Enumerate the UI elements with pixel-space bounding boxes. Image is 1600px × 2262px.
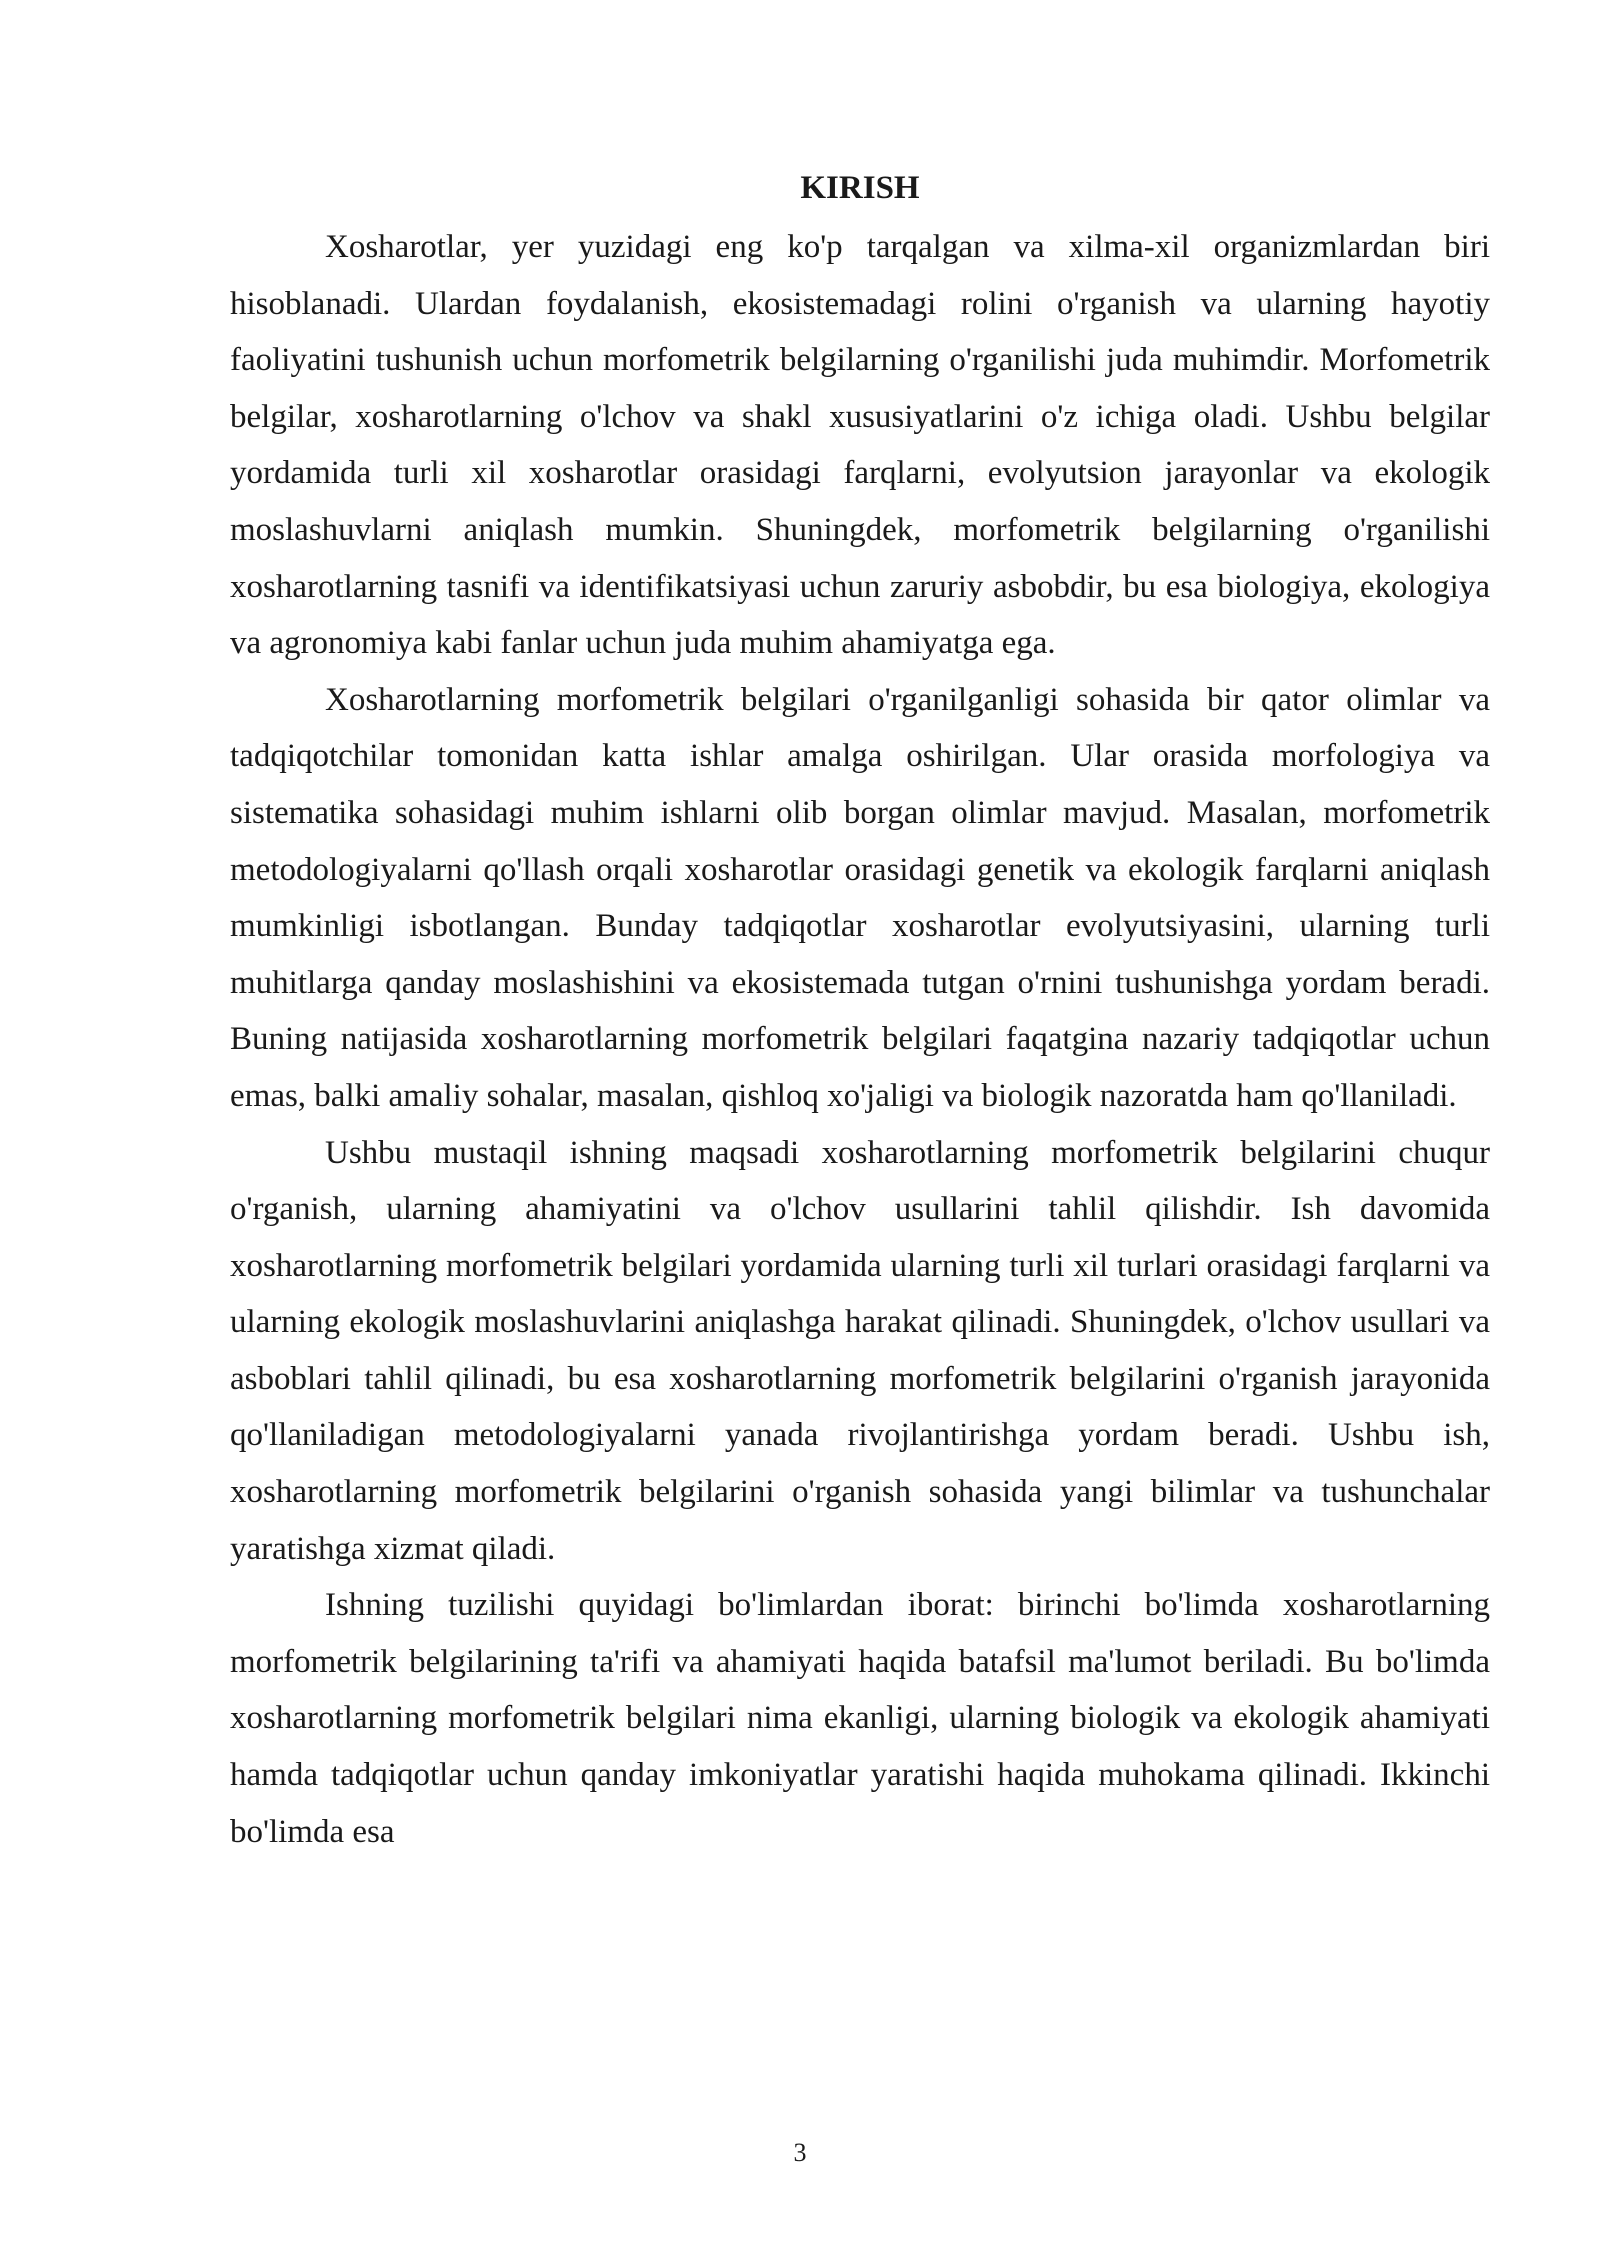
document-page <box>230 160 1490 1860</box>
page-number: 3 <box>793 2138 807 2167</box>
paragraph-work-structure: Ishning tuzilishi quyidagi bo'limlardan iborat: birinchi bo'limda xosharotlarning morfometrik belgilarining ta'rifi va ahamiyati haqida batafsil ma'lumot beriladi. Bu bo'limda xosharotlarning morfometrik belgilari nima ekanligi, ularning biologik va ekologik ahamiyati hamda tadqiqotlar uchun qanday imkoniyatlar yaratishi haqida muhokama qilinadi. Ikkinchi bo'limda esa <box>230 1587 1490 1850</box>
paragraph-research-history: Xosharotlarning morfometrik belgilari o'rganilganligi sohasida bir qator olimlar va tadqiqotchilar tomonidan katta ishlar amalga oshirilgan. Ular orasida morfologiya va sistematika sohasidagi muhim ishlarni olib borgan olimlar mavjud. Masalan, morfometrik metodologiyalarni qo'llash orqali xosharotlar orasidagi genetik va ekologik farqlarni aniqlash mumkinligi isbotlangan. Bunday tadqiqotlar xosharotlar evolyutsiyasini, ularning turli muhitlarga qanday moslashishini va ekosistemada tutgan o'rnini tushunishga yordam beradi. Buning natijasida xosharotlarning morfometrik belgilari faqatgina nazariy tadqiqotlar uchun emas, balki amaliy sohalar, masalan, qishloq xo'jaligi va biologik nazoratda ham qo'llaniladi. <box>230 681 1490 1114</box>
paragraph-work-goal: Ushbu mustaqil ishning maqsadi xosharotlarning morfometrik belgilarini chuqur o'rganish, ularning ahamiyatini va o'lchov usullarini tahlil qilishdir. Ish davomida xosharotlarning morfometrik belgilari yordamida ularning turli xil turlari orasidagi farqlarni va ularning ekologik moslashuvlarini aniqlashga harakat qilinadi. Shuningdek, o'lchov usullari va asboblari tahlil qilinadi, bu esa xosharotlarning morfometrik belgilarini o'rganish jarayonida qo'llaniladigan metodologiyalarni yanada rivojlantirishga yordam beradi. Ushbu ish, xosharotlarning morfometrik belgilarini o'rganish sohasida yangi bilimlar va tushunchalar yaratishga xizmat qiladi. <box>230 1134 1490 1567</box>
section-heading: KIRISH <box>800 170 920 206</box>
paragraph-intro: Xosharotlar, yer yuzidagi eng ko'p tarqalgan va xilma-xil organizmlardan biri hisoblanadi. Ulardan foydalanish, ekosistemadagi rolini o'rganish va ularning hayotiy faoliyatini tushunish uchun morfometrik belgilarning o'rganilishi juda muhimdir. Morfometrik belgilar, xosharotlarning o'lchov va shakl xususiyatlarini o'z ichiga oladi. Ushbu belgilar yordamida turli xil xosharotlar orasidagi farqlarni, evolyutsion jarayonlar va ekologik moslashuvlarni aniqlash mumkin. Shuningdek, morfometrik belgilarning o'rganilishi xosharotlarning tasnifi va identifikatsiyasi uchun zaruriy asbobdir, bu esa biologiya, ekologiya va agronomiya kabi fanlar uchun juda muhim ahamiyatga ega. <box>230 229 1490 662</box>
